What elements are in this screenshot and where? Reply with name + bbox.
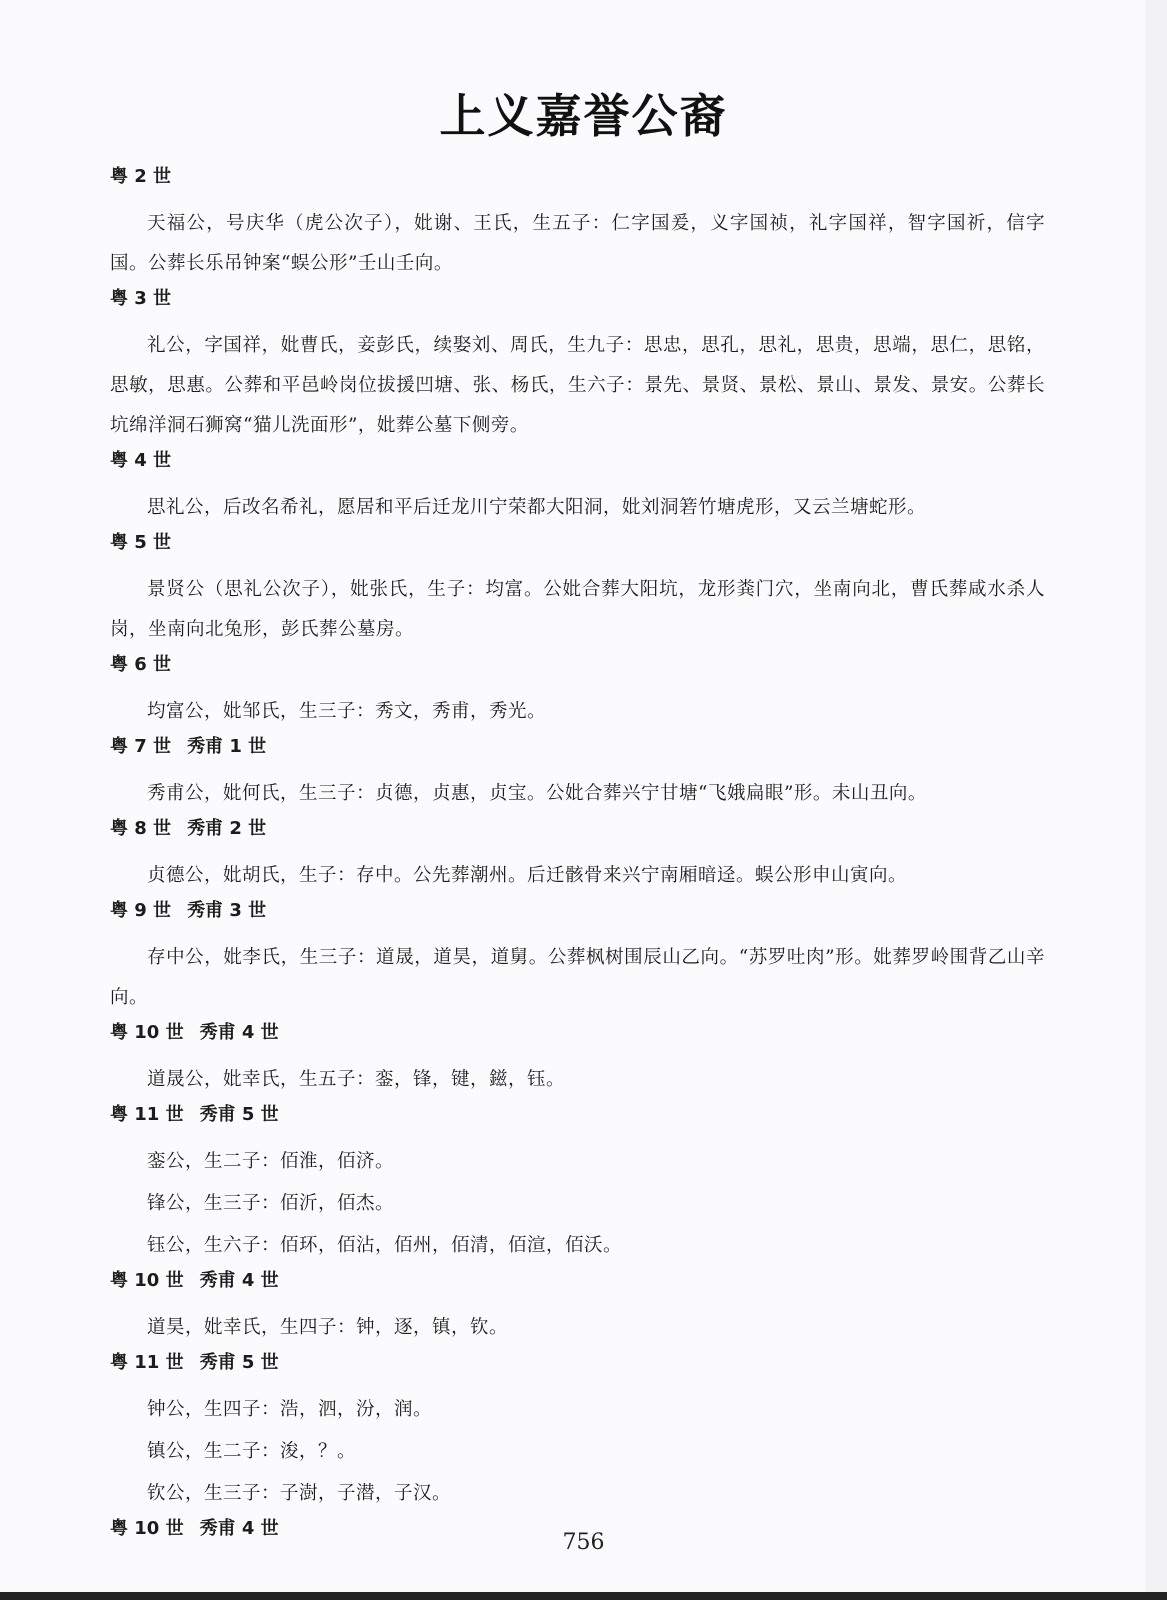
generation-heading [110,652,1045,678]
generation-label: 粤 2 世 [110,166,172,187]
entry-paragraph: 景贤公（思礼公次子），妣张氏，生子：均富。公妣合葬大阳坑，龙形粪门穴，坐南向北，曹氏葬咸水杀人岗，坐南向北兔形，彭氏葬公墓房。 [110,579,1045,640]
entry-paragraph: 道晟公，妣幸氏，生五子：銮，锋，键，鎡，钰。 [147,1069,566,1090]
page-edge [1145,0,1167,1600]
generation-section [110,816,1045,896]
lineage-label: 秀甫 2 世 [187,818,267,839]
generation-section [110,1102,1045,1266]
generation-heading [110,530,1045,556]
entry-paragraph: 钰公，生六子：佰环，佰沾，佰州，佰清，佰渲，佰沃。 [147,1235,623,1256]
generation-section [110,530,1045,650]
generation-heading [110,164,1045,190]
entry-paragraph: 钦公，生三子：子澍，子潜，子汉。 [147,1483,452,1504]
generation-heading [110,448,1045,474]
generation-heading [110,286,1045,312]
entry-paragraph: 镇公，生二子：浚，？。 [147,1441,357,1462]
entry-paragraph: 钟公，生四子：浩，泗，汾，润。 [147,1399,433,1420]
generation-label: 粤 3 世 [110,288,172,309]
generation-label: 粤 11 世 [110,1352,184,1373]
generation-section [110,652,1045,732]
generation-section [110,898,1045,1018]
generation-label: 粤 7 世 [110,736,172,757]
entry-paragraph: 礼公，字国祥，妣曹氏，妾彭氏，续娶刘、周氏，生九子：思忠，思孔，思礼，思贵，思端，思仁，思铭，思敏，思惠。公葬和平邑岭岗位拔援凹塘、张、杨氏，生六子：景先、景贤、景松、景山、景发、景安。公葬长坑绵洋洞石狮窝“猫儿洗面形”，妣葬公墓下侧旁。 [110,335,1045,436]
page-number: 756 [562,1530,605,1555]
generation-label: 粤 11 世 [110,1104,184,1125]
lineage-label: 秀甫 1 世 [187,736,267,757]
generation-label: 粤 4 世 [110,450,172,471]
lineage-label: 秀甫 4 世 [199,1270,279,1291]
entry-paragraph: 均富公，妣邹氏，生三子：秀文，秀甫，秀光。 [147,701,547,722]
generation-label: 粤 8 世 [110,818,172,839]
entry-paragraph: 贞德公，妣胡氏，生子：存中。公先葬潮州。后迁骸骨来兴宁南厢暗迳。蜈公形申山寅向。 [147,865,908,886]
page-bottom-edge [0,1592,1167,1600]
generation-heading [110,1268,1045,1294]
generation-label: 粤 10 世 [110,1022,184,1043]
generation-label: 粤 6 世 [110,654,172,675]
entry-paragraph: 存中公，妣李氏，生三子：道晟，道昊，道舅。公葬枫树围辰山乙向。“苏罗吐肉”形。妣葬罗岭围背乙山辛向。 [110,947,1045,1008]
lineage-label: 秀甫 3 世 [187,900,267,921]
generation-heading [110,898,1045,924]
generation-label: 粤 5 世 [110,532,172,553]
generation-section [110,1020,1045,1100]
lineage-label: 秀甫 4 世 [199,1518,279,1539]
entry-paragraph: 銮公，生二子：佰淮，佰济。 [147,1151,395,1172]
genealogy-content [110,164,1045,1556]
generation-heading [110,1350,1045,1376]
page-title: 上义嘉誉公裔 [439,89,728,143]
lineage-label: 秀甫 4 世 [199,1022,279,1043]
entry-paragraph: 思礼公，后改名希礼，愿居和平后迁龙川宁荣都大阳洞，妣刘洞箬竹塘虎形，又云兰塘蛇形。 [147,497,927,518]
generation-heading [110,1020,1045,1046]
entry-paragraph: 秀甫公，妣何氏，生三子：贞德，贞惠，贞宝。公妣合葬兴宁甘塘“飞娥扁眼”形。未山丑向。 [147,783,927,804]
generation-label: 粤 10 世 [110,1270,184,1291]
generation-section [110,286,1045,446]
generation-heading [110,816,1045,842]
generation-label: 粤 9 世 [110,900,172,921]
generation-heading [110,734,1045,760]
generation-heading [110,1102,1045,1128]
entry-paragraph: 锋公，生三子：佰沂，佰杰。 [147,1193,395,1214]
lineage-label: 秀甫 5 世 [199,1352,279,1373]
entry-paragraph: 道昊，妣幸氏，生四子：钟，逐，镇，钦。 [147,1317,509,1338]
generation-section [110,1350,1045,1514]
generation-section [110,734,1045,814]
generation-section [110,1268,1045,1348]
generation-section [110,164,1045,284]
generation-section [110,448,1045,528]
entry-paragraph: 天福公，号庆华（虎公次子），妣谢、王氏，生五子：仁字国爰，义字国祯，礼字国祥，智字国祈，信字国。公葬长乐吊钟案“蜈公形”壬山壬向。 [110,213,1045,274]
lineage-label: 秀甫 5 世 [199,1104,279,1125]
generation-label: 粤 10 世 [110,1518,184,1539]
